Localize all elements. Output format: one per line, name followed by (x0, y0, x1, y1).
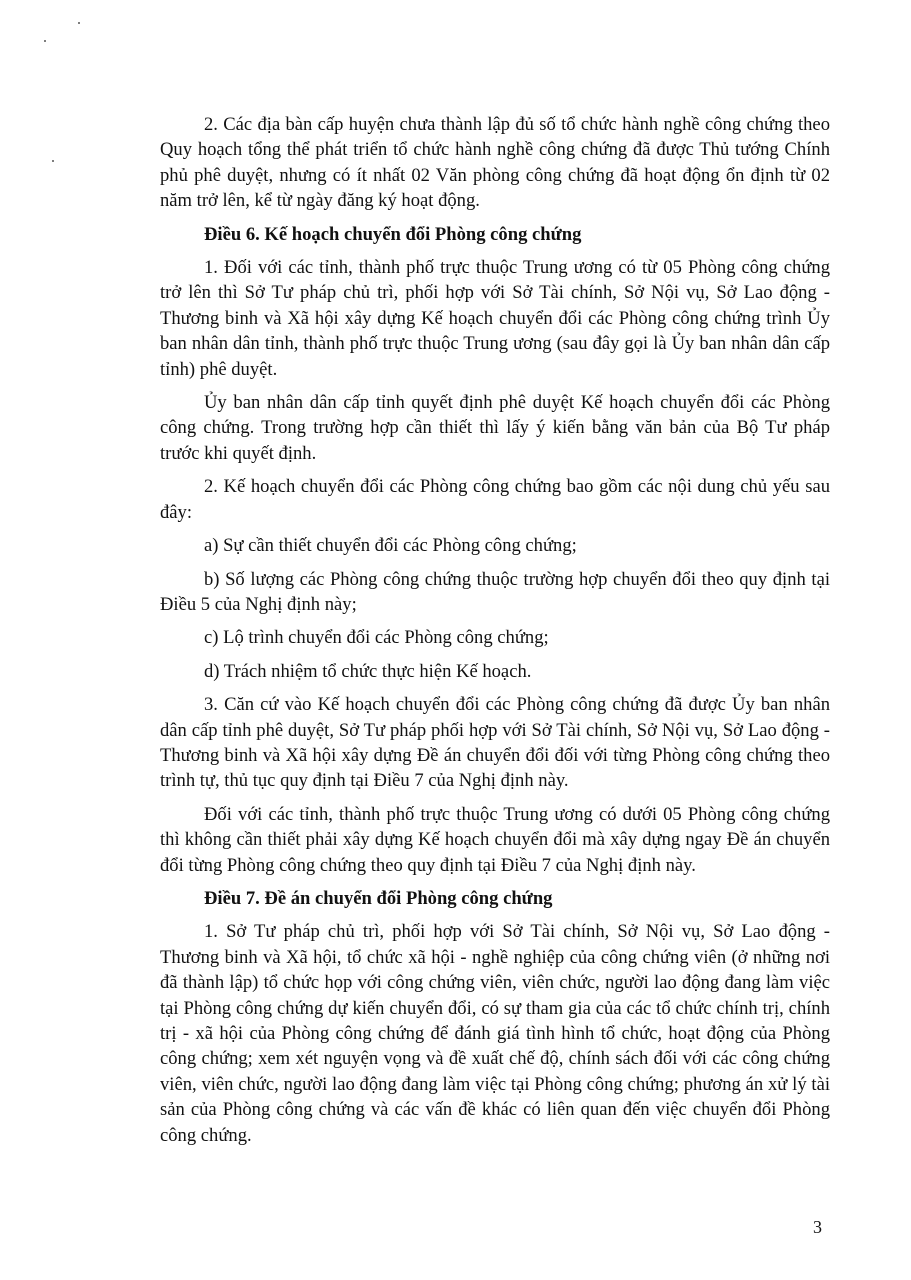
list-item-b: b) Số lượng các Phòng công chứng thuộc trường hợp chuyển đổi theo quy định tại Điều 5 của Nghị định này; (160, 568, 830, 615)
list-item-c: c) Lộ trình chuyển đổi các Phòng công chứng; (204, 627, 549, 649)
list-item-d: d) Trách nhiệm tổ chức thực hiện Kế hoạch. (204, 660, 532, 682)
heading-article-6: Điều 6. Kế hoạch chuyển đổi Phòng công chứng (204, 223, 582, 245)
document-page (160, 112, 830, 1152)
scan-speck (44, 40, 46, 42)
paragraph-article6-approval: Ủy ban nhân dân cấp tỉnh quyết định phê duyệt Kế hoạch chuyển đổi các Phòng công chứng. Trong trường hợp cần thiết thì lấy ý kiến bằng văn bản của Bộ Tư pháp trước khi quyết định. (160, 392, 830, 464)
heading-article-7: Điều 7. Đề án chuyển đổi Phòng công chứng (204, 887, 553, 909)
paragraph-article5-clause2: 2. Các địa bàn cấp huyện chưa thành lập đủ số tổ chức hành nghề công chứng theo Quy hoạch tổng thể phát triển tổ chức hành nghề công chứng đã được Thủ tướng Chính phủ phê duyệt, nhưng có ít nhất 02 Văn phòng công chứng đã hoạt động ổn định từ 02 năm trở lên, kể từ ngày đăng ký hoạt động. (160, 114, 830, 212)
scan-speck (78, 22, 80, 24)
scan-speck (52, 160, 54, 162)
paragraph-article6-clause2: 2. Kế hoạch chuyển đổi các Phòng công chứng bao gồm các nội dung chủ yếu sau đây: (160, 476, 830, 523)
paragraph-article7-clause1: 1. Sở Tư pháp chủ trì, phối hợp với Sở Tài chính, Sở Nội vụ, Sở Lao động - Thương binh và Xã hội, tổ chức xã hội - nghề nghiệp của công chứng viên (ở những nơi đã thành lập) tổ chức họp với công chứng viên, viên chức, người lao động đang làm việc tại Phòng công chứng dự kiến chuyển đổi, có sự tham gia của các tổ chức chính trị, chính trị - xã hội của Phòng công chứng để đánh giá tình hình tổ chức, hoạt động của Phòng công chứng; xem xét nguyện vọng và đề xuất chế độ, chính sách đối với các công chứng viên, viên chức, người lao động đang làm việc tại Phòng công chứng; phương án xử lý tài sản của Phòng công chứng và các vấn đề khác có liên quan đến việc chuyển đổi Phòng công chứng. (160, 921, 830, 1146)
paragraph-article6-clause3: 3. Căn cứ vào Kế hoạch chuyển đổi các Phòng công chứng đã được Ủy ban nhân dân cấp tỉnh phê duyệt, Sở Tư pháp phối hợp với Sở Tài chính, Sở Nội vụ, Sở Lao động - Thương binh và Xã hội xây dựng Đề án chuyển đổi đối với từng Phòng công chứng theo trình tự, thủ tục quy định tại Điều 7 của Nghị định này. (160, 694, 830, 792)
paragraph-article6-clause1: 1. Đối với các tỉnh, thành phố trực thuộc Trung ương có từ 05 Phòng công chứng trở lên thì Sở Tư pháp chủ trì, phối hợp với Sở Tài chính, Sở Nội vụ, Sở Lao động - Thương binh và Xã hội xây dựng Kế hoạch chuyển đổi các Phòng công chứng trình Ủy ban nhân dân tỉnh, thành phố trực thuộc Trung ương (sau đây gọi là Ủy ban nhân dân cấp tỉnh) phê duyệt. (160, 257, 830, 380)
page-number: 3 (813, 1217, 822, 1237)
list-item-a: a) Sự cần thiết chuyển đổi các Phòng công chứng; (204, 535, 577, 557)
paragraph-article6-fewer-than-5: Đối với các tỉnh, thành phố trực thuộc Trung ương có dưới 05 Phòng công chứng thì không cần thiết phải xây dựng Kế hoạch chuyển đổi mà xây dựng ngay Đề án chuyển đổi từng Phòng công chứng theo quy định tại Điều 7 của Nghị định này. (160, 803, 830, 876)
